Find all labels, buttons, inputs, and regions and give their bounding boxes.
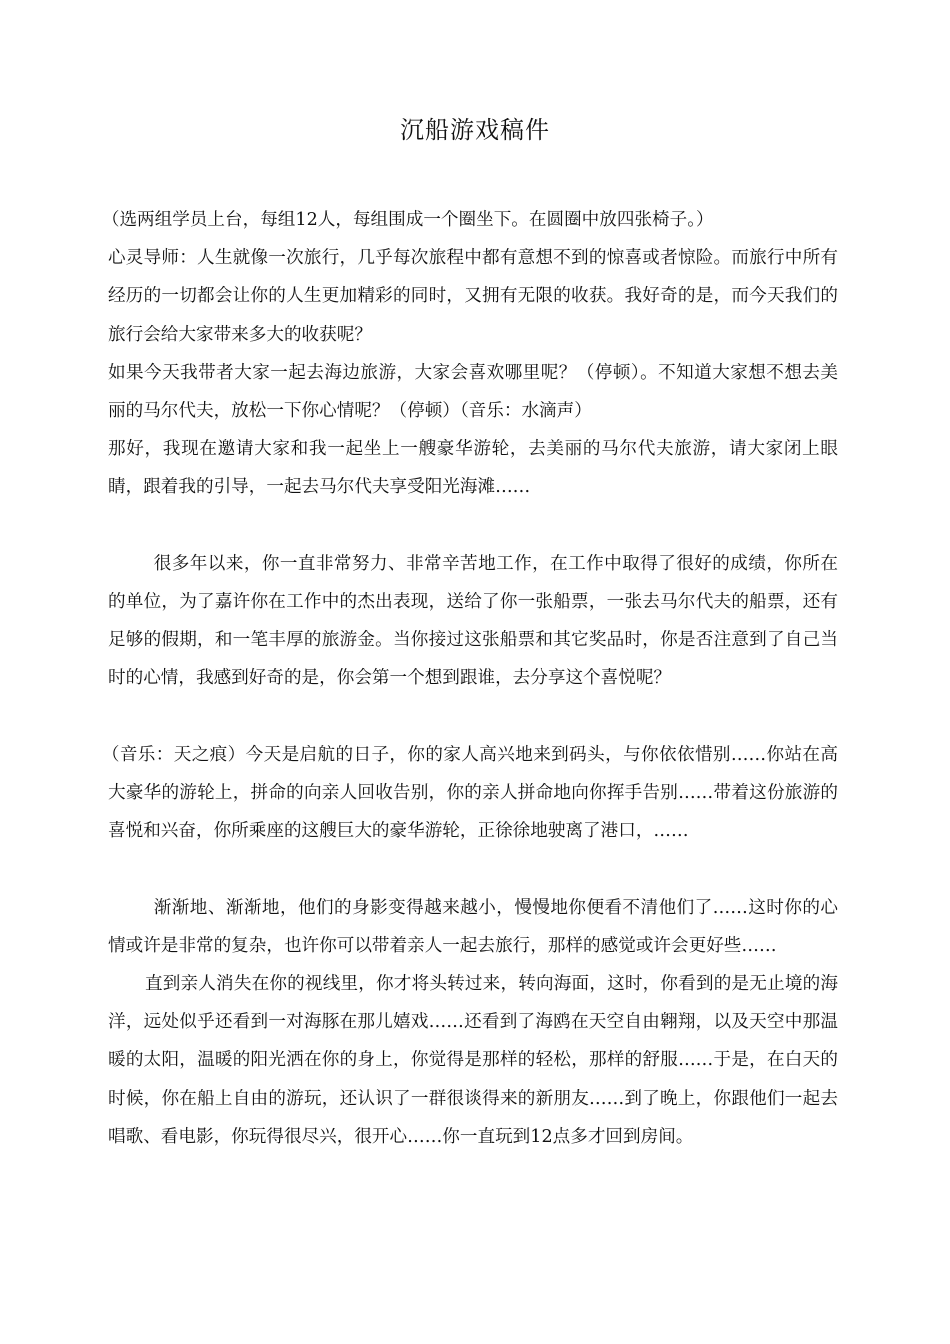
- paragraph-gap: [108, 507, 838, 545]
- paragraph-ticket-reward: 很多年以来，你一直非常努力、非常辛苦地工作，在工作中取得了很好的成绩，你所在的单位，为了嘉许你在工作中的杰出表现，送给了你一张船票，一张去马尔代夫的船票，还有足够的假期，和一笔丰厚的旅游金。当你接过这张船票和其它奖品时，你是否注意到了自己当时的心情，我感到好奇的是，你会第一个想到跟谁，去分享这个喜悦呢？: [108, 553, 838, 689]
- paragraph-stage-direction: （选两组学员上台，每组12人，每组围成一个圈坐下。在圆圈中放四张椅子。）: [101, 210, 714, 230]
- document-title: 沉船游戏稿件: [400, 116, 550, 144]
- paragraph-fading-figures: 渐渐地、渐渐地，他们的身影变得越来越小，慢慢地你便看不清他们了……这时你的心情或许是非常的复杂，也许你可以带着亲人一起去旅行，那样的感觉或许会更好些……: [108, 897, 838, 956]
- paragraph-departure: （音乐：天之痕）今天是启航的日子，你的家人高兴地来到码头，与你依依惜别……你站在高大豪华的游轮上，拼命的向亲人回收告别，你的亲人拼命地向你挥手告别……带着这份旅游的喜悦和兴奋，你所乘座的这艘巨大的豪华游轮，正徐徐地驶离了港口，……: [101, 744, 838, 842]
- paragraph-gap: [108, 698, 838, 736]
- paragraph-at-sea: 直到亲人消失在你的视线里，你才将头转过来，转向海面，这时，你看到的是无止境的海洋，远处似乎还看到一对海豚在那儿嬉戏……还看到了海鸥在天空自由翱翔，以及天空中那温暖的太阳，温暖的阳光洒在你的身上，你觉得是那样的轻松，那样的舒服……于是，在白天的时候，你在船上自由的游玩，还认识了一群很谈得来的新朋友……到了晚上，你跟他们一起去唱歌、看电影，你玩得很尽兴，很开心……你一直玩到12点多才回到房间。: [108, 974, 838, 1147]
- paragraph-gap: [108, 850, 838, 888]
- document-body: [101, 201, 838, 1156]
- paragraph-mentor-intro: 心灵导师：人生就像一次旅行，几乎每次旅程中都有意想不到的惊喜或者惊险。而旅行中所有经历的一切都会让你的人生更加精彩的同时，又拥有无限的收获。我好奇的是，而今天我们的旅行会给大家带来多大的收获呢？: [108, 248, 838, 345]
- paragraph-destination-question: 如果今天我带者大家一起去海边旅游，大家会喜欢哪里呢？（停顿）。不知道大家想不想去美丽的马尔代夫，放松一下你心情呢？（停顿）（音乐：水滴声）: [108, 362, 838, 422]
- paragraph-invitation: 那好，我现在邀请大家和我一起坐上一艘豪华游轮，去美丽的马尔代夫旅游，请大家闭上眼睛，跟着我的引导，一起去马尔代夫享受阳光海滩……: [108, 439, 838, 498]
